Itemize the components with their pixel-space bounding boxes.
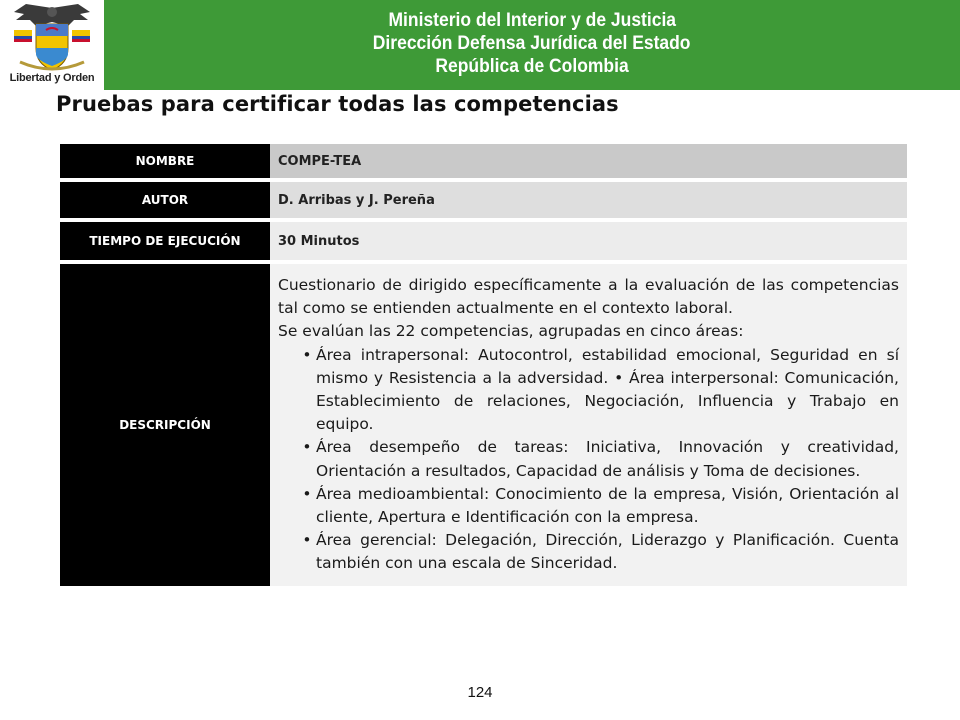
test-info-table (60, 140, 907, 590)
nombre-value: COMPE-TEA (270, 144, 907, 178)
bullet-icon: • (302, 438, 312, 457)
table-row (60, 144, 907, 178)
tiempo-label: TIEMPO DE EJECUCIÓN (60, 222, 270, 260)
page-title: Pruebas para certificar todas las competencias (56, 92, 619, 116)
description-summary: Se evalúan las 22 competencias, agrupadas en cinco áreas: (278, 322, 744, 341)
competency-area-list (278, 344, 899, 576)
list-item (278, 529, 899, 575)
nombre-label: NOMBRE (60, 144, 270, 178)
page-number: 124 (467, 684, 493, 701)
list-item-text: Área medioambiental: Conocimiento de la empresa, Visión, Orientación al cliente, Apertura e Identificación con la empresa. (316, 484, 899, 527)
descripcion-label: DESCRIPCIÓN (60, 264, 270, 586)
list-item-text: Área intrapersonal: Autocontrol, estabilidad emocional, Seguridad en sí mismo y Resistencia a la adversidad. • Área interpersonal: Comunicación, Establecimiento de relaciones, Negociación, Influencia y Trabajo en equipo. (316, 345, 899, 434)
logo-caption: Libertad y Orden (9, 72, 95, 84)
bullet-icon: • (302, 531, 312, 550)
directorate-title: Dirección Defensa Jurídica del Estado (373, 32, 691, 54)
autor-value: D. Arribas y J. Pereña (270, 182, 907, 218)
list-item-text: Área gerencial: Delegación, Dirección, Liderazgo y Planificación. Cuenta también con una escala de Sinceridad. (316, 531, 899, 573)
table-row (60, 264, 907, 586)
coat-of-arms-logo (0, 0, 104, 92)
header-banner (104, 0, 960, 90)
description-intro: Cuestionario de dirigido específicamente a la evaluación de las competencias tal como se entienden actualmente en el contexto laboral. (278, 276, 899, 318)
country-title: República de Colombia (435, 55, 629, 77)
descripcion-value (270, 264, 907, 586)
list-item (278, 344, 899, 437)
tiempo-value: 30 Minutos (270, 222, 907, 260)
list-item (278, 483, 899, 529)
list-item (278, 436, 899, 482)
description-text (278, 274, 899, 576)
table-row (60, 182, 907, 218)
autor-label: AUTOR (60, 182, 270, 218)
ministry-title: Ministerio del Interior y de Justicia (388, 9, 676, 31)
bullet-icon: • (302, 484, 312, 503)
bullet-icon: • (302, 345, 312, 364)
coat-of-arms-icon (6, 2, 98, 74)
list-item-text: Área desempeño de tareas: Iniciativa, Innovación y creatividad, Orientación a resultados, Capacidad de análisis y Toma de decisiones. (316, 438, 899, 480)
table-row (60, 222, 907, 260)
